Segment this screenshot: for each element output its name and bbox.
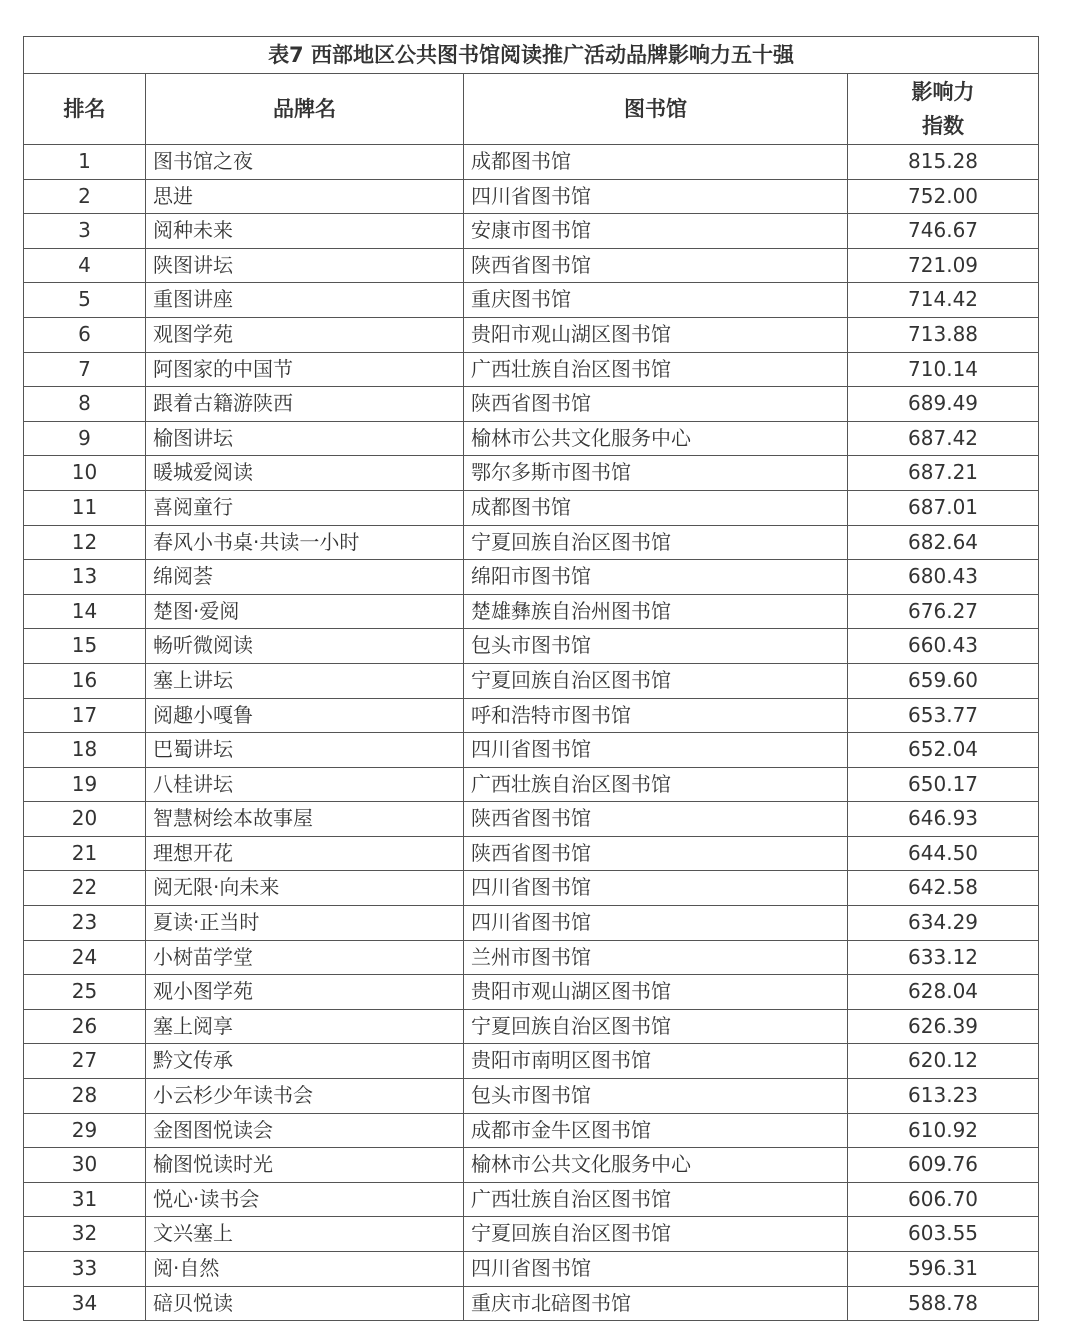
score-cell: 653.77 xyxy=(848,698,1039,733)
library-cell: 榆林市公共文化服务中心 xyxy=(464,421,848,456)
score-cell: 687.01 xyxy=(848,490,1039,525)
table-row xyxy=(24,490,1039,525)
table-row xyxy=(24,1182,1039,1217)
table-row xyxy=(24,802,1039,837)
brand-cell: 阅无限·向未来 xyxy=(146,871,464,906)
brand-cell: 跟着古籍游陕西 xyxy=(146,387,464,422)
table-row xyxy=(24,1079,1039,1114)
library-cell: 鄂尔多斯市图书馆 xyxy=(464,456,848,491)
score-cell: 682.64 xyxy=(848,525,1039,560)
ranking-table-container xyxy=(23,36,1038,1321)
rank-cell: 18 xyxy=(24,733,146,768)
brand-cell: 喜阅童行 xyxy=(146,490,464,525)
brand-cell: 塞上阅享 xyxy=(146,1009,464,1044)
brand-cell: 观小图学苑 xyxy=(146,975,464,1010)
table-row xyxy=(24,456,1039,491)
table-row xyxy=(24,1217,1039,1252)
score-cell: 620.12 xyxy=(848,1044,1039,1079)
table-row xyxy=(24,352,1039,387)
brand-cell: 小云杉少年读书会 xyxy=(146,1079,464,1114)
brand-cell: 重图讲座 xyxy=(146,283,464,318)
score-cell: 603.55 xyxy=(848,1217,1039,1252)
rank-cell: 3 xyxy=(24,214,146,249)
library-cell: 陕西省图书馆 xyxy=(464,248,848,283)
rank-cell: 21 xyxy=(24,836,146,871)
library-cell: 重庆市北碚图书馆 xyxy=(464,1286,848,1321)
table-title: 表7 西部地区公共图书馆阅读推广活动品牌影响力五十强 xyxy=(24,37,1039,74)
score-cell: 634.29 xyxy=(848,906,1039,941)
rank-cell: 19 xyxy=(24,767,146,802)
header-index-line1: 影响力 xyxy=(911,80,975,104)
brand-cell: 金图图悦读会 xyxy=(146,1113,464,1148)
brand-cell: 阿图家的中国节 xyxy=(146,352,464,387)
brand-cell: 图书馆之夜 xyxy=(146,145,464,180)
rank-cell: 25 xyxy=(24,975,146,1010)
score-cell: 710.14 xyxy=(848,352,1039,387)
header-index-line2: 指数 xyxy=(922,114,965,138)
score-cell: 713.88 xyxy=(848,317,1039,352)
rank-cell: 8 xyxy=(24,387,146,422)
score-cell: 650.17 xyxy=(848,767,1039,802)
library-cell: 贵阳市观山湖区图书馆 xyxy=(464,317,848,352)
score-cell: 588.78 xyxy=(848,1286,1039,1321)
table-row xyxy=(24,145,1039,180)
library-cell: 贵阳市观山湖区图书馆 xyxy=(464,975,848,1010)
library-cell: 贵阳市南明区图书馆 xyxy=(464,1044,848,1079)
score-cell: 687.21 xyxy=(848,456,1039,491)
rank-cell: 20 xyxy=(24,802,146,837)
rank-cell: 12 xyxy=(24,525,146,560)
score-cell: 642.58 xyxy=(848,871,1039,906)
table-row xyxy=(24,975,1039,1010)
header-brand: 品牌名 xyxy=(146,74,464,145)
brand-cell: 塞上讲坛 xyxy=(146,663,464,698)
brand-cell: 小树苗学堂 xyxy=(146,940,464,975)
score-cell: 652.04 xyxy=(848,733,1039,768)
table-row xyxy=(24,214,1039,249)
table-row xyxy=(24,1286,1039,1321)
rank-cell: 7 xyxy=(24,352,146,387)
library-cell: 榆林市公共文化服务中心 xyxy=(464,1148,848,1183)
score-cell: 596.31 xyxy=(848,1252,1039,1287)
brand-cell: 夏读·正当时 xyxy=(146,906,464,941)
score-cell: 659.60 xyxy=(848,663,1039,698)
table-row xyxy=(24,629,1039,664)
table-row xyxy=(24,767,1039,802)
library-cell: 陕西省图书馆 xyxy=(464,802,848,837)
brand-cell: 阅趣小嘎鲁 xyxy=(146,698,464,733)
rank-cell: 33 xyxy=(24,1252,146,1287)
library-cell: 安康市图书馆 xyxy=(464,214,848,249)
library-cell: 呼和浩特市图书馆 xyxy=(464,698,848,733)
rank-cell: 14 xyxy=(24,594,146,629)
rank-cell: 27 xyxy=(24,1044,146,1079)
library-cell: 四川省图书馆 xyxy=(464,179,848,214)
table-row xyxy=(24,871,1039,906)
brand-cell: 暖城爱阅读 xyxy=(146,456,464,491)
table-row xyxy=(24,387,1039,422)
brand-cell: 畅听微阅读 xyxy=(146,629,464,664)
rank-cell: 34 xyxy=(24,1286,146,1321)
table-row xyxy=(24,1252,1039,1287)
score-cell: 676.27 xyxy=(848,594,1039,629)
brand-cell: 春风小书桌·共读一小时 xyxy=(146,525,464,560)
brand-cell: 楚图·爱阅 xyxy=(146,594,464,629)
score-cell: 714.42 xyxy=(848,283,1039,318)
rank-cell: 5 xyxy=(24,283,146,318)
score-cell: 687.42 xyxy=(848,421,1039,456)
library-cell: 兰州市图书馆 xyxy=(464,940,848,975)
brand-cell: 阅·自然 xyxy=(146,1252,464,1287)
rank-cell: 31 xyxy=(24,1182,146,1217)
rank-cell: 28 xyxy=(24,1079,146,1114)
score-cell: 644.50 xyxy=(848,836,1039,871)
score-cell: 660.43 xyxy=(848,629,1039,664)
brand-cell: 绵阅荟 xyxy=(146,560,464,595)
rank-cell: 1 xyxy=(24,145,146,180)
rank-cell: 11 xyxy=(24,490,146,525)
rank-cell: 9 xyxy=(24,421,146,456)
library-cell: 广西壮族自治区图书馆 xyxy=(464,352,848,387)
rank-cell: 2 xyxy=(24,179,146,214)
brand-cell: 文兴塞上 xyxy=(146,1217,464,1252)
table-row xyxy=(24,836,1039,871)
score-cell: 613.23 xyxy=(848,1079,1039,1114)
library-cell: 四川省图书馆 xyxy=(464,906,848,941)
table-row xyxy=(24,525,1039,560)
score-cell: 815.28 xyxy=(848,145,1039,180)
table-row xyxy=(24,733,1039,768)
library-cell: 四川省图书馆 xyxy=(464,1252,848,1287)
library-cell: 宁夏回族自治区图书馆 xyxy=(464,525,848,560)
header-index xyxy=(848,74,1039,145)
score-cell: 606.70 xyxy=(848,1182,1039,1217)
library-cell: 包头市图书馆 xyxy=(464,629,848,664)
rank-cell: 32 xyxy=(24,1217,146,1252)
table-body xyxy=(24,145,1039,1321)
brand-cell: 陕图讲坛 xyxy=(146,248,464,283)
brand-cell: 榆图讲坛 xyxy=(146,421,464,456)
table-row xyxy=(24,698,1039,733)
rank-cell: 10 xyxy=(24,456,146,491)
score-cell: 752.00 xyxy=(848,179,1039,214)
score-cell: 680.43 xyxy=(848,560,1039,595)
table-row xyxy=(24,179,1039,214)
table-row xyxy=(24,940,1039,975)
score-cell: 646.93 xyxy=(848,802,1039,837)
brand-cell: 智慧树绘本故事屋 xyxy=(146,802,464,837)
score-cell: 721.09 xyxy=(848,248,1039,283)
score-cell: 633.12 xyxy=(848,940,1039,975)
table-row xyxy=(24,906,1039,941)
score-cell: 746.67 xyxy=(848,214,1039,249)
rank-cell: 30 xyxy=(24,1148,146,1183)
table-row xyxy=(24,421,1039,456)
table-row xyxy=(24,594,1039,629)
library-cell: 成都图书馆 xyxy=(464,145,848,180)
score-cell: 628.04 xyxy=(848,975,1039,1010)
rank-cell: 17 xyxy=(24,698,146,733)
library-cell: 广西壮族自治区图书馆 xyxy=(464,767,848,802)
rank-cell: 4 xyxy=(24,248,146,283)
library-cell: 广西壮族自治区图书馆 xyxy=(464,1182,848,1217)
brand-cell: 八桂讲坛 xyxy=(146,767,464,802)
table-row xyxy=(24,663,1039,698)
table-row xyxy=(24,1009,1039,1044)
library-cell: 楚雄彝族自治州图书馆 xyxy=(464,594,848,629)
library-cell: 成都图书馆 xyxy=(464,490,848,525)
library-cell: 成都市金牛区图书馆 xyxy=(464,1113,848,1148)
brand-cell: 碚贝悦读 xyxy=(146,1286,464,1321)
library-cell: 宁夏回族自治区图书馆 xyxy=(464,1217,848,1252)
library-cell: 重庆图书馆 xyxy=(464,283,848,318)
table-row xyxy=(24,560,1039,595)
rank-cell: 26 xyxy=(24,1009,146,1044)
library-cell: 陕西省图书馆 xyxy=(464,387,848,422)
rank-cell: 16 xyxy=(24,663,146,698)
brand-cell: 理想开花 xyxy=(146,836,464,871)
rank-cell: 15 xyxy=(24,629,146,664)
rank-cell: 23 xyxy=(24,906,146,941)
library-cell: 宁夏回族自治区图书馆 xyxy=(464,663,848,698)
score-cell: 626.39 xyxy=(848,1009,1039,1044)
rank-cell: 22 xyxy=(24,871,146,906)
table-row xyxy=(24,1044,1039,1079)
table-row xyxy=(24,317,1039,352)
brand-cell: 阅种未来 xyxy=(146,214,464,249)
rank-cell: 13 xyxy=(24,560,146,595)
library-cell: 绵阳市图书馆 xyxy=(464,560,848,595)
rank-cell: 6 xyxy=(24,317,146,352)
library-cell: 陕西省图书馆 xyxy=(464,836,848,871)
brand-cell: 悦心·读书会 xyxy=(146,1182,464,1217)
table-row xyxy=(24,1113,1039,1148)
score-cell: 689.49 xyxy=(848,387,1039,422)
table-row xyxy=(24,248,1039,283)
score-cell: 610.92 xyxy=(848,1113,1039,1148)
table-row xyxy=(24,1148,1039,1183)
brand-cell: 观图学苑 xyxy=(146,317,464,352)
score-cell: 609.76 xyxy=(848,1148,1039,1183)
table-row xyxy=(24,283,1039,318)
brand-cell: 榆图悦读时光 xyxy=(146,1148,464,1183)
library-cell: 四川省图书馆 xyxy=(464,733,848,768)
library-cell: 四川省图书馆 xyxy=(464,871,848,906)
ranking-table xyxy=(23,36,1039,1321)
brand-cell: 黔文传承 xyxy=(146,1044,464,1079)
brand-cell: 思进 xyxy=(146,179,464,214)
rank-cell: 29 xyxy=(24,1113,146,1148)
header-rank: 排名 xyxy=(24,74,146,145)
header-library: 图书馆 xyxy=(464,74,848,145)
brand-cell: 巴蜀讲坛 xyxy=(146,733,464,768)
table-header-row xyxy=(24,74,1039,145)
rank-cell: 24 xyxy=(24,940,146,975)
library-cell: 包头市图书馆 xyxy=(464,1079,848,1114)
library-cell: 宁夏回族自治区图书馆 xyxy=(464,1009,848,1044)
